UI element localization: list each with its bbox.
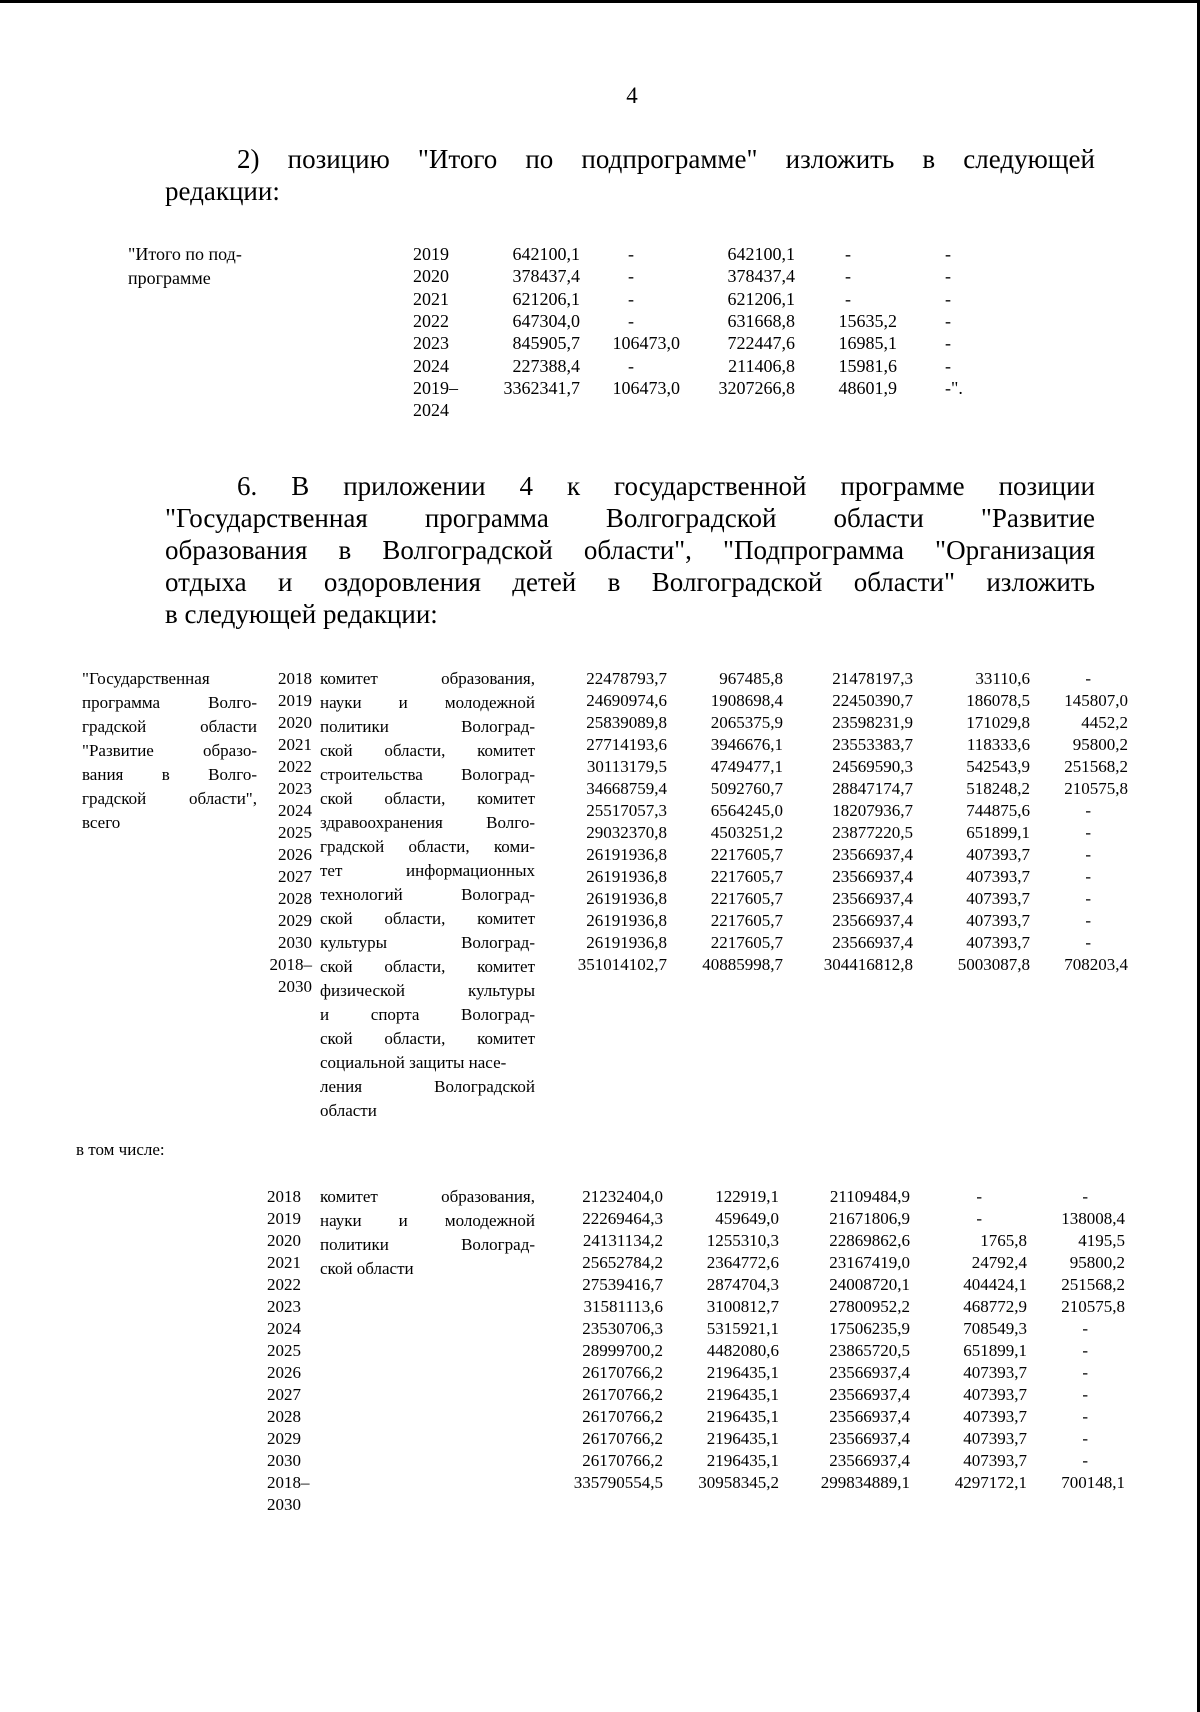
regional-cell: 304416812,8 (823, 955, 913, 974)
total-cell: 26191936,8 (586, 889, 667, 908)
extra-cell: 145807,0 (1064, 691, 1128, 710)
total-cell: 26170766,2 (582, 1451, 663, 1470)
paragraph-line: "Государственная программа Волгоградской области "Развитие (165, 503, 1095, 533)
extra-cell: - (1085, 801, 1091, 820)
federal-cell: 40885998,7 (702, 955, 783, 974)
paragraph-line: отдыха и оздоровления детей в Волгоградской области" изложить (165, 567, 1095, 597)
executor-line: области (320, 1101, 377, 1120)
regional-cell: 24008720,1 (829, 1275, 910, 1294)
table-row (0, 755, 1200, 779)
extra-cell: 251568,2 (1064, 757, 1128, 776)
federal-cell: 2217605,7 (710, 845, 783, 864)
paragraph-6-appendix (165, 470, 1095, 630)
executor-line: строительства Волоград- (320, 765, 535, 784)
year-cell: 2030 (278, 977, 312, 996)
federal-cell: 2196435,1 (706, 1363, 779, 1382)
table-row (0, 1493, 1200, 1517)
regional-cell: 23566937,4 (832, 911, 913, 930)
local-cell: - (976, 1187, 982, 1206)
regional-cell: 24569590,3 (832, 757, 913, 776)
extra-cell: 4452,2 (1081, 713, 1128, 732)
extra-cell: 95800,2 (1072, 735, 1128, 754)
total-cell: 3362341,7 (503, 377, 580, 398)
federal-cell: 3946676,1 (710, 735, 783, 754)
extra-cell: - (1082, 1407, 1088, 1426)
federal-cell: 967485,8 (719, 669, 783, 688)
regional-cell: 299834889,1 (820, 1473, 910, 1492)
local-cell: 518248,2 (966, 779, 1030, 798)
total-cell: 26191936,8 (586, 867, 667, 886)
extra-cell: - (1082, 1341, 1088, 1360)
regional-cell: 23566937,4 (832, 845, 913, 864)
federal-cell: 4503251,2 (710, 823, 783, 842)
year-cell: 2020 (267, 1231, 301, 1250)
table-row (0, 711, 1200, 735)
table-row (0, 975, 1200, 999)
regional-cell: 23566937,4 (829, 1451, 910, 1470)
local-cell: 16985,1 (838, 333, 897, 354)
table-row (0, 1405, 1200, 1429)
total-cell: 22269464,3 (582, 1209, 663, 1228)
extra-cell: - (1085, 867, 1091, 886)
year-cell: 2018– (269, 955, 312, 974)
federal-cell: - (628, 355, 634, 376)
table-row (0, 242, 1200, 266)
total-cell: 24690974,6 (586, 691, 667, 710)
local-cell: - (976, 1209, 982, 1228)
regional-cell: 722447,6 (727, 333, 795, 354)
local-cell: 407393,7 (966, 911, 1030, 930)
program-name-line: программа Волго- (82, 693, 257, 712)
total-cell: 25517057,3 (586, 801, 667, 820)
table-row (0, 1427, 1200, 1451)
executor-line: культуры Волоград- (320, 933, 535, 952)
year-cell: 2030 (267, 1495, 301, 1514)
federal-cell: 2196435,1 (706, 1385, 779, 1404)
executor-line: ской области, комитет (320, 957, 535, 976)
regional-cell: 28847174,7 (832, 779, 913, 798)
table-row (0, 1317, 1200, 1341)
total-cell: 29032370,8 (586, 823, 667, 842)
total-cell: 22478793,7 (586, 669, 667, 688)
total-cell: 25652784,2 (582, 1253, 663, 1272)
extra-cell: - (1082, 1385, 1088, 1404)
federal-cell: 122919,1 (715, 1187, 779, 1206)
table-row (0, 865, 1200, 889)
table-row (0, 331, 1200, 355)
program-name-line: всего (82, 813, 121, 832)
table-row (0, 264, 1200, 288)
local-cell: 407393,7 (963, 1451, 1027, 1470)
year-cell: 2029 (278, 911, 312, 930)
executor-line: ской области, комитет (320, 741, 535, 760)
regional-cell: 17506235,9 (829, 1319, 910, 1338)
regional-cell: 621206,1 (727, 288, 795, 309)
page-number: 4 (626, 83, 638, 108)
table-row (0, 1449, 1200, 1473)
regional-cell: 22450390,7 (832, 691, 913, 710)
regional-cell: 23566937,4 (829, 1363, 910, 1382)
extra-cell: -". (945, 377, 963, 398)
executor-line: ской области, комитет (320, 789, 535, 808)
regional-cell: 23566937,4 (832, 867, 913, 886)
extra-cell: 700148,1 (1061, 1473, 1125, 1492)
total-cell: 31581113,6 (583, 1297, 663, 1316)
table-row (0, 1185, 1200, 1209)
executor-line: физической культуры (320, 981, 535, 1000)
federal-cell: 2217605,7 (710, 867, 783, 886)
extra-cell: - (1082, 1429, 1088, 1448)
federal-cell: - (628, 244, 634, 264)
extra-cell: - (945, 310, 951, 331)
executor-line: тет информационных (320, 861, 535, 880)
year-cell: 2019 (267, 1209, 301, 1228)
federal-cell: 2065375,9 (710, 713, 783, 732)
extra-cell: - (1085, 933, 1091, 952)
regional-cell: 378437,4 (727, 266, 795, 287)
extra-cell: 95800,2 (1069, 1253, 1125, 1272)
executor-line: ской области (320, 1259, 414, 1278)
year-cell: 2022 (267, 1275, 301, 1294)
year-cell: 2025 (278, 823, 312, 842)
table-row (0, 843, 1200, 867)
federal-cell: 2196435,1 (706, 1451, 779, 1470)
year-cell: 2027 (267, 1385, 301, 1404)
local-cell: 407393,7 (963, 1429, 1027, 1448)
program-name-line: вания в Волго- (82, 765, 257, 784)
including-label: в том числе: (76, 1140, 165, 1159)
extra-cell: - (945, 266, 951, 287)
local-cell: - (845, 288, 851, 309)
year-cell: 2020 (413, 266, 449, 287)
regional-cell: 3207266,8 (718, 377, 795, 398)
table-row (0, 1339, 1200, 1363)
paragraph-line: 2) позицию "Итого по подпрограмме" изложить в следующей (237, 144, 1095, 174)
executor-line: здравоохранения Волго- (320, 813, 535, 832)
table-row (0, 953, 1200, 977)
executor-line: науки и молодежной (320, 1211, 535, 1230)
total-cell: 26170766,2 (582, 1363, 663, 1382)
table-row (0, 733, 1200, 757)
table-row (0, 1295, 1200, 1319)
extra-cell: - (1085, 669, 1091, 688)
table-row (0, 799, 1200, 823)
total-cell: 335790554,5 (573, 1473, 663, 1492)
extra-cell: 4195,5 (1078, 1231, 1125, 1250)
table-row (0, 1383, 1200, 1407)
federal-cell: - (628, 266, 634, 287)
federal-cell: 3100812,7 (706, 1297, 779, 1316)
local-cell: 24792,4 (971, 1253, 1027, 1272)
paragraph-line: образования в Волгоградской области", "Подпрограмма "Организация (165, 535, 1095, 565)
local-cell: 171029,8 (966, 713, 1030, 732)
local-cell: 651899,1 (963, 1341, 1027, 1360)
regional-cell: 211406,8 (728, 355, 795, 376)
label-line: программе (128, 268, 211, 288)
local-cell: 407393,7 (966, 845, 1030, 864)
total-cell: 25839089,8 (586, 713, 667, 732)
total-cell: 26170766,2 (582, 1429, 663, 1448)
federal-cell: 5315921,1 (706, 1319, 779, 1338)
federal-cell: 106473,0 (612, 333, 680, 354)
year-cell: 2019 (278, 691, 312, 710)
total-cell: 26191936,8 (586, 845, 667, 864)
program-name-line: "Развитие образо- (82, 741, 257, 760)
extra-cell: - (1085, 845, 1091, 864)
federal-cell: 2217605,7 (710, 933, 783, 952)
program-name-line: "Государственная (82, 669, 210, 688)
local-cell: 708549,3 (963, 1319, 1027, 1338)
total-cell: 26170766,2 (582, 1407, 663, 1426)
table-row (0, 821, 1200, 845)
year-cell: 2023 (267, 1297, 301, 1316)
year-cell: 2021 (413, 288, 449, 309)
table-row (0, 777, 1200, 801)
executor-line: политики Волоград- (320, 717, 535, 736)
year-cell: 2024 (267, 1319, 301, 1338)
table-row (0, 689, 1200, 713)
table-row (0, 309, 1200, 333)
regional-cell: 21478197,3 (832, 669, 913, 688)
regional-cell: 23566937,4 (829, 1429, 910, 1448)
extra-cell: - (1085, 889, 1091, 908)
local-cell: 404424,1 (963, 1275, 1027, 1294)
year-cell: 2028 (267, 1407, 301, 1426)
extra-cell: - (945, 288, 951, 309)
extra-cell: 210575,8 (1064, 779, 1128, 798)
total-cell: 30113179,5 (586, 757, 667, 776)
local-cell: 407393,7 (966, 889, 1030, 908)
year-cell: 2023 (278, 779, 312, 798)
extra-cell: 210575,8 (1061, 1297, 1125, 1316)
paragraph-2-position (165, 143, 1095, 207)
extra-cell: 708203,4 (1064, 955, 1128, 974)
year-cell: 2024 (278, 801, 312, 820)
local-cell: 5003087,8 (957, 955, 1030, 974)
year-cell: 2028 (278, 889, 312, 908)
year-cell: 2030 (267, 1451, 301, 1470)
table-row (0, 1273, 1200, 1297)
total-cell: 26191936,8 (586, 911, 667, 930)
total-cell: 28999700,2 (582, 1341, 663, 1360)
regional-cell: 23167419,0 (829, 1253, 910, 1272)
executor-line: градской области, коми- (320, 837, 535, 856)
year-cell: 2023 (413, 333, 449, 354)
executor-line: политики Волоград- (320, 1235, 535, 1254)
extra-cell: - (1082, 1363, 1088, 1382)
federal-cell: 106473,0 (612, 377, 680, 398)
federal-cell: 2217605,7 (710, 911, 783, 930)
year-cell: 2026 (267, 1363, 301, 1382)
total-cell: 642100,1 (512, 244, 580, 264)
local-cell: - (845, 244, 851, 264)
federal-cell: 4482080,6 (706, 1341, 779, 1360)
extra-cell: - (945, 355, 951, 376)
local-cell: 15635,2 (838, 310, 897, 331)
year-cell: 2021 (267, 1253, 301, 1272)
extra-cell: - (945, 333, 951, 354)
local-cell: 407393,7 (963, 1385, 1027, 1404)
regional-cell: 23566937,4 (829, 1407, 910, 1426)
regional-cell: 23566937,4 (829, 1385, 910, 1404)
regional-cell: 23877220,5 (832, 823, 913, 842)
federal-cell: - (628, 310, 634, 331)
federal-cell: 2874704,3 (706, 1275, 779, 1294)
table-row (0, 1361, 1200, 1385)
regional-cell: 23553383,7 (832, 735, 913, 754)
local-cell: 4297172,1 (954, 1473, 1027, 1492)
extra-cell: - (1082, 1319, 1088, 1338)
local-cell: 407393,7 (966, 867, 1030, 886)
executor-line: ления Волоградской (320, 1077, 535, 1096)
extra-cell: - (945, 244, 951, 264)
federal-cell: 5092760,7 (710, 779, 783, 798)
local-cell: 407393,7 (963, 1363, 1027, 1382)
extra-cell: - (1085, 823, 1091, 842)
extra-cell: - (1082, 1451, 1088, 1470)
local-cell: 33110,6 (975, 669, 1030, 688)
federal-cell: 2217605,7 (710, 889, 783, 908)
year-cell: 2022 (413, 310, 449, 331)
local-cell: 15981,6 (838, 355, 897, 376)
total-cell: 647304,0 (512, 310, 580, 331)
local-cell: 468772,9 (963, 1297, 1027, 1316)
regional-cell: 23566937,4 (832, 889, 913, 908)
federal-cell: 4749477,1 (710, 757, 783, 776)
regional-cell: 631668,8 (727, 310, 795, 331)
total-cell: 27714193,6 (586, 735, 667, 754)
year-cell: 2027 (278, 867, 312, 886)
year-cell: 2019– (413, 377, 458, 398)
table-row (0, 376, 1200, 400)
regional-cell: 642100,1 (727, 244, 795, 264)
scan-edge-top (0, 0, 1200, 3)
federal-cell: 1255310,3 (706, 1231, 779, 1250)
total-cell: 21232404,0 (582, 1187, 663, 1206)
table-row (0, 1207, 1200, 1231)
local-cell: 407393,7 (966, 933, 1030, 952)
local-cell: 186078,5 (966, 691, 1030, 710)
paragraph-line: редакции: (165, 176, 280, 206)
table-row (0, 887, 1200, 911)
label-line: "Итого по под- (128, 244, 242, 264)
local-cell: - (845, 266, 851, 287)
table-row (0, 287, 1200, 311)
extra-cell: - (1082, 1187, 1088, 1206)
executor-line: комитет образования, (320, 1187, 535, 1206)
local-cell: 407393,7 (963, 1407, 1027, 1426)
total-cell: 621206,1 (512, 288, 580, 309)
year-cell: 2024 (413, 355, 449, 376)
total-cell: 24131134,2 (582, 1231, 663, 1250)
regional-cell: 21109484,9 (829, 1187, 910, 1206)
total-cell: 27539416,7 (582, 1275, 663, 1294)
federal-cell: 30958345,2 (698, 1473, 779, 1492)
year-cell: 2018 (278, 669, 312, 688)
regional-cell: 21671806,9 (829, 1209, 910, 1228)
local-cell: 744875,6 (966, 801, 1030, 820)
year-cell: 2021 (278, 735, 312, 754)
total-cell: 351014102,7 (577, 955, 667, 974)
executor-line: ской области, комитет (320, 909, 535, 928)
federal-cell: 2196435,1 (706, 1429, 779, 1448)
local-cell: 1765,8 (980, 1231, 1027, 1250)
year-cell: 2029 (267, 1429, 301, 1448)
federal-cell: 2364772,6 (706, 1253, 779, 1272)
program-name-line: градской области (82, 717, 257, 736)
extra-cell: - (1085, 911, 1091, 930)
extra-cell: 138008,4 (1061, 1209, 1125, 1228)
regional-cell: 27800952,2 (829, 1297, 910, 1316)
year-cell: 2024 (413, 400, 449, 421)
federal-cell: 2196435,1 (706, 1407, 779, 1426)
local-cell: 118333,6 (966, 735, 1030, 754)
total-cell: 26191936,8 (586, 933, 667, 952)
local-cell: 48601,9 (838, 377, 897, 398)
year-cell: 2026 (278, 845, 312, 864)
year-cell: 2019 (413, 244, 449, 264)
year-cell: 2018– (267, 1473, 310, 1492)
local-cell: 542543,9 (966, 757, 1030, 776)
year-cell: 2020 (278, 713, 312, 732)
table-row (0, 909, 1200, 933)
table-row (0, 1251, 1200, 1275)
total-cell: 34668759,4 (586, 779, 667, 798)
federal-cell: 459649,0 (715, 1209, 779, 1228)
year-cell: 2025 (267, 1341, 301, 1360)
executor-line: комитет образования, (320, 669, 535, 688)
regional-cell: 23598231,9 (832, 713, 913, 732)
total-cell: 26170766,2 (582, 1385, 663, 1404)
executor-line: социальной защиты насе- (320, 1053, 507, 1072)
executor-line: науки и молодежной (320, 693, 535, 712)
table-row (0, 931, 1200, 955)
table-row (0, 354, 1200, 378)
total-cell: 845905,7 (512, 333, 580, 354)
regional-cell: 22869862,6 (829, 1231, 910, 1250)
executor-line: ской области, комитет (320, 1029, 535, 1048)
table-row (0, 1471, 1200, 1495)
federal-cell: 1908698,4 (710, 691, 783, 710)
extra-cell: 251568,2 (1061, 1275, 1125, 1294)
total-cell: 23530706,3 (582, 1319, 663, 1338)
paragraph-line: 6. В приложении 4 к государственной программе позиции (237, 471, 1095, 501)
federal-cell: 6564245,0 (710, 801, 783, 820)
table-row (0, 398, 1200, 422)
year-cell: 2018 (267, 1187, 301, 1206)
paragraph-line: в следующей редакции: (165, 599, 438, 629)
table-row (0, 667, 1200, 691)
local-cell: 651899,1 (966, 823, 1030, 842)
year-cell: 2022 (278, 757, 312, 776)
regional-cell: 18207936,7 (832, 801, 913, 820)
total-cell: 227388,4 (512, 355, 580, 376)
table-row (0, 1229, 1200, 1253)
regional-cell: 23865720,5 (829, 1341, 910, 1360)
total-cell: 378437,4 (512, 266, 580, 287)
regional-cell: 23566937,4 (832, 933, 913, 952)
program-name-line: градской области", (82, 789, 257, 808)
federal-cell: - (628, 288, 634, 309)
executor-line: технологий Волоград- (320, 885, 535, 904)
executor-line: и спорта Волоград- (320, 1005, 535, 1024)
year-cell: 2030 (278, 933, 312, 952)
